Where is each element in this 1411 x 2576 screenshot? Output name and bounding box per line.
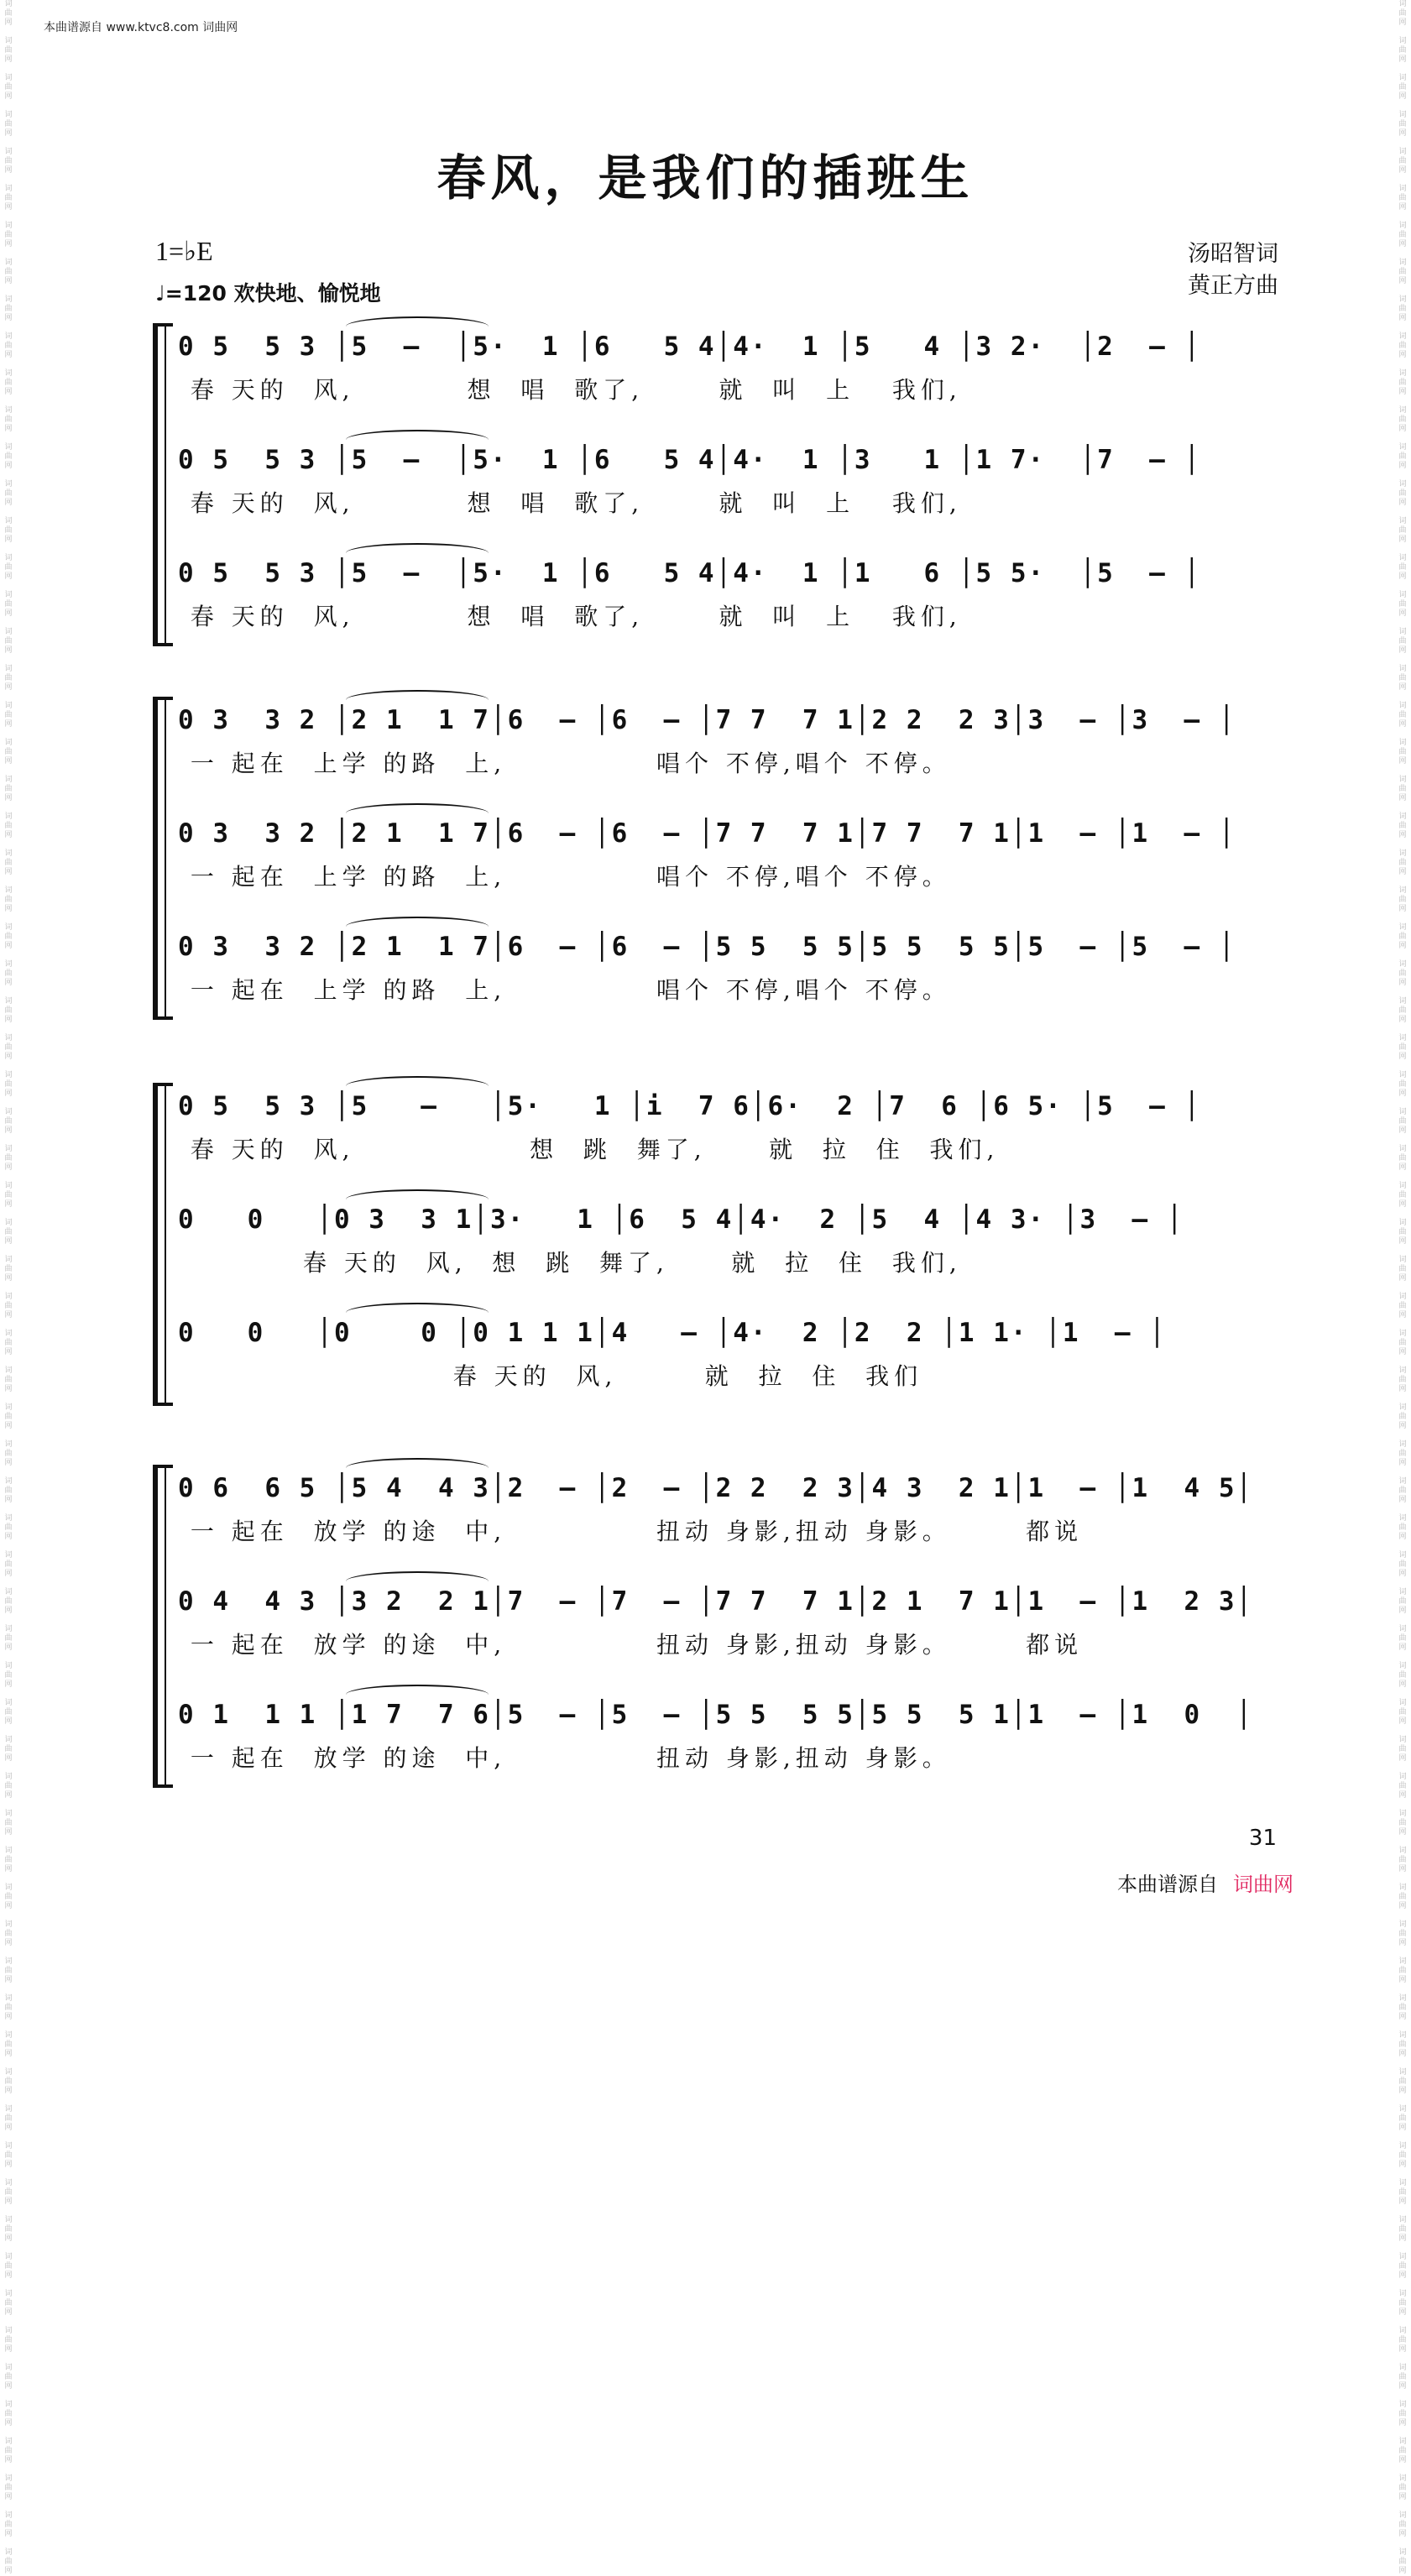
footer-brand: 词曲网 bbox=[1233, 1873, 1293, 1896]
notation-line: 0 0 │0 0 │0 1 1 1│4 – │4· 2 │2 2 │1 1· │1 – │ bbox=[178, 1318, 1167, 1348]
system-bracket-line bbox=[165, 1465, 166, 1788]
lyrics-line: 春 天的 风, 想 跳 舞了, 就 拉 住 我们, bbox=[178, 1136, 1000, 1163]
voice-staff bbox=[178, 810, 1278, 894]
lyrics-line: 一 起在 上学 的路 上, 唱个 不停,唱个 不停。 bbox=[178, 750, 951, 777]
lyrics-line: 一 起在 上学 的路 上, 唱个 不停,唱个 不停。 bbox=[178, 863, 951, 891]
song-title: 春风，是我们的插班生 bbox=[436, 149, 975, 206]
score-system bbox=[153, 1083, 1278, 1406]
tempo-marking: ♩=120 欢快地、愉悦地 bbox=[155, 281, 381, 306]
system-bracket bbox=[153, 1083, 173, 1406]
voice-staff bbox=[178, 923, 1278, 1007]
composer-credit: 黄正方曲 bbox=[1188, 273, 1278, 299]
footer-source bbox=[1117, 1868, 1293, 1897]
lyrics-line: 春 天的 风, 就 拉 住 我们 bbox=[178, 1362, 923, 1390]
voice-staff bbox=[178, 1465, 1278, 1549]
voice-staff bbox=[178, 1083, 1278, 1167]
voice-staff bbox=[178, 323, 1278, 407]
system-bracket-line bbox=[165, 323, 166, 646]
notation-line: 0 5 5 3 │5 – │5· 1 │6 5 4│4· 1 │5 4 │3 2· │2 – │ bbox=[178, 332, 1202, 362]
system-bracket bbox=[153, 323, 173, 646]
key-signature: 1=♭E bbox=[155, 236, 213, 266]
notation-line: 0 4 4 3 │3 2 2 1│7 – │7 – │7 7 7 1│2 1 7 1│1 – │1 2 3│ bbox=[178, 1586, 1254, 1617]
voice-staff bbox=[178, 436, 1278, 520]
notation-line: 0 6 6 5 │5 4 4 3│2 – │2 – │2 2 2 3│4 3 2 1│1 – │1 4 5│ bbox=[178, 1473, 1254, 1503]
score-system bbox=[153, 323, 1278, 646]
lyrics-line: 春 天的 风, 想 唱 歌了, 就 叫 上 我们, bbox=[178, 489, 962, 517]
voice-staff bbox=[178, 697, 1278, 781]
notation-line: 0 3 3 2 │2 1 1 7│6 – │6 – │7 7 7 1│7 7 7 1│1 – │1 – │ bbox=[178, 818, 1236, 849]
footer-source-label: 本曲谱源自 bbox=[1117, 1873, 1218, 1896]
system-bracket bbox=[153, 1465, 173, 1788]
lyrics-line: 春 天的 风, 想 唱 歌了, 就 叫 上 我们, bbox=[178, 603, 962, 630]
voice-staff bbox=[178, 550, 1278, 634]
system-bracket-line bbox=[165, 697, 166, 1020]
lyrics-line: 一 起在 放学 的途 中, 扭动 身影,扭动 身影。 都说 bbox=[178, 1518, 1084, 1545]
lyricist-credit: 汤昭智词 bbox=[1188, 241, 1278, 267]
source-note: 本曲谱源自 www.ktvc8.com 词曲网 bbox=[44, 21, 238, 34]
notation-line: 0 3 3 2 │2 1 1 7│6 – │6 – │7 7 7 1│2 2 2 3│3 – │3 – │ bbox=[178, 705, 1236, 735]
lyrics-line: 春 天的 风, 想 唱 歌了, 就 叫 上 我们, bbox=[178, 376, 962, 404]
notation-line: 0 5 5 3 │5 – │5· 1 │6 5 4│4· 1 │3 1 │1 7· │7 – │ bbox=[178, 445, 1202, 475]
voice-staff bbox=[178, 1309, 1278, 1393]
score-system bbox=[153, 1465, 1278, 1788]
voice-staff bbox=[178, 1196, 1278, 1280]
notation-line: 0 0 │0 3 3 1│3· 1 │6 5 4│4· 2 │5 4 │4 3· │3 – │ bbox=[178, 1204, 1184, 1235]
notation-line: 0 3 3 2 │2 1 1 7│6 – │6 – │5 5 5 5│5 5 5 5│5 – │5 – │ bbox=[178, 932, 1236, 962]
system-bracket bbox=[153, 697, 173, 1020]
side-watermark-right: 词 曲 网 词 曲 网 词 曲 网 词 曲 网 词 曲 网 词 曲 网 词 曲 网 词 曲 网 词 曲 网 词 曲 网 词 曲 网 词 曲 网 词 曲 网 词 曲 网 词 曲 网 词 曲 网 词 曲 网 词 曲 网 词 曲 网 词 曲 网 词 曲 网 词 曲 网 词 曲 网 词 曲 网 词 曲 网 词 曲 网 词 曲 网 词 曲 网 词 曲 网 词 曲 网 词 曲 网 词 曲 网 词 曲 网 词 曲 网 词 曲 网 词 曲 网 词 曲 网 词 曲 网 词 曲 网 词 曲 网 词 曲 网 词 曲 网 词 曲 网 词 曲 网 词 曲 网 词 曲 网 词 曲 网 词 曲 网 词 曲 网 词 曲 网 词 曲 网 词 曲 网 词 曲 网 词 曲 网 词 曲 网 词 曲 网 词 曲 网 词 曲 网 词 曲 网 词 曲 网 词 曲 网 词 曲 网 词 曲 网 词 曲 网 词 曲 网 词 曲 网 词 曲 网 词 曲 网 词 曲 网 词 曲 网 bbox=[1398, 0, 1407, 2575]
system-bracket-line bbox=[165, 1083, 166, 1406]
lyrics-line: 一 起在 放学 的途 中, 扭动 身影,扭动 身影。 bbox=[178, 1744, 951, 1772]
notation-line: 0 1 1 1 │1 7 7 6│5 – │5 – │5 5 5 5│5 5 5 1│1 – │1 0 │ bbox=[178, 1700, 1254, 1730]
side-watermark-left: 词 曲 网 词 曲 网 词 曲 网 词 曲 网 词 曲 网 词 曲 网 词 曲 网 词 曲 网 词 曲 网 词 曲 网 词 曲 网 词 曲 网 词 曲 网 词 曲 网 词 曲 网 词 曲 网 词 曲 网 词 曲 网 词 曲 网 词 曲 网 词 曲 网 词 曲 网 词 曲 网 词 曲 网 词 曲 网 词 曲 网 词 曲 网 词 曲 网 词 曲 网 词 曲 网 词 曲 网 词 曲 网 词 曲 网 词 曲 网 词 曲 网 词 曲 网 词 曲 网 词 曲 网 词 曲 网 词 曲 网 词 曲 网 词 曲 网 词 曲 网 词 曲 网 词 曲 网 词 曲 网 词 曲 网 词 曲 网 词 曲 网 词 曲 网 词 曲 网 词 曲 网 词 曲 网 词 曲 网 词 曲 网 词 曲 网 词 曲 网 词 曲 网 词 曲 网 词 曲 网 词 曲 网 词 曲 网 词 曲 网 词 曲 网 词 曲 网 词 曲 网 词 曲 网 词 曲 网 词 曲 网 词 曲 网 bbox=[4, 0, 13, 2575]
lyrics-line: 春 天的 风, 想 跳 舞了, 就 拉 住 我们, bbox=[178, 1249, 962, 1277]
page-number: 31 bbox=[1248, 1826, 1277, 1851]
notation-line: 0 5 5 3 │5 – │5· 1 │6 5 4│4· 1 │1 6 │5 5· │5 – │ bbox=[178, 558, 1202, 588]
lyrics-line: 一 起在 上学 的路 上, 唱个 不停,唱个 不停。 bbox=[178, 976, 951, 1004]
voice-staff bbox=[178, 1578, 1278, 1662]
voice-staff bbox=[178, 1691, 1278, 1775]
score-system bbox=[153, 697, 1278, 1020]
notation-line: 0 5 5 3 │5 – │5· 1 │i 7 6│6· 2 │7 6 │6 5· │5 – │ bbox=[178, 1091, 1202, 1121]
lyrics-line: 一 起在 放学 的途 中, 扭动 身影,扭动 身影。 都说 bbox=[178, 1631, 1084, 1659]
